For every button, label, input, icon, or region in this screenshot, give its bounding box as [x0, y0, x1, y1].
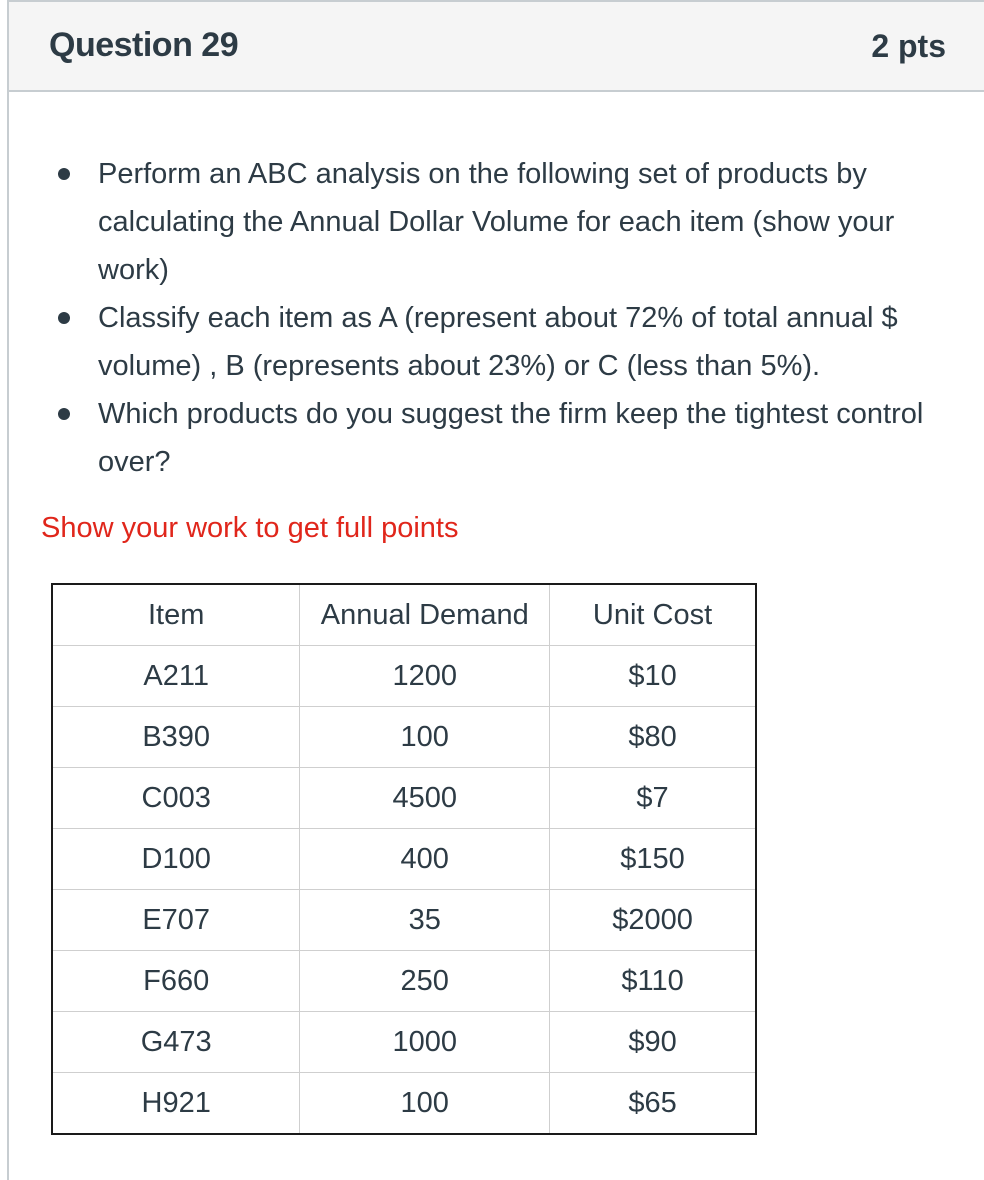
instruction-bullet: [50, 390, 950, 486]
table-header-row: [52, 584, 756, 646]
column-header-item: Item: [52, 584, 300, 646]
cell-unit-cost: $110: [550, 951, 756, 1012]
cell-unit-cost: $2000: [550, 890, 756, 951]
cell-annual-demand: 35: [300, 890, 550, 951]
cell-annual-demand: 250: [300, 951, 550, 1012]
bullet-icon: [58, 312, 70, 324]
bullet-icon: [58, 168, 70, 180]
cell-unit-cost: $80: [550, 707, 756, 768]
table-row: [52, 951, 756, 1012]
bullet-text: Which products do you suggest the firm keep the tightest control over?: [98, 398, 924, 478]
cell-unit-cost: $150: [550, 829, 756, 890]
instruction-bullet: [50, 294, 950, 390]
table-row: [52, 1012, 756, 1073]
cell-unit-cost: $10: [550, 646, 756, 707]
cell-annual-demand: 100: [300, 707, 550, 768]
instruction-bullet: [50, 150, 950, 294]
table-row: [52, 890, 756, 951]
products-table: [51, 583, 757, 1135]
bullet-text: Perform an ABC analysis on the following set of products by calculating the Annual Dollar Volume for each item (show your work): [98, 158, 895, 286]
cell-item: H921: [52, 1073, 300, 1135]
question-header: [9, 2, 984, 92]
bullet-text: Classify each item as A (represent about 72% of total annual $ volume) , B (represents about 23%) or C (less than 5%).: [98, 302, 898, 382]
instruction-list: [50, 150, 950, 486]
cell-unit-cost: $90: [550, 1012, 756, 1073]
table-row: [52, 1073, 756, 1135]
column-header-annual-demand: Annual Demand: [300, 584, 550, 646]
table-row: [52, 768, 756, 829]
cell-annual-demand: 1000: [300, 1012, 550, 1073]
column-header-unit-cost: Unit Cost: [550, 584, 756, 646]
cell-item: F660: [52, 951, 300, 1012]
table-row: [52, 646, 756, 707]
question-title: Question 29: [49, 26, 239, 64]
cell-item: B390: [52, 707, 300, 768]
cell-item: C003: [52, 768, 300, 829]
cell-annual-demand: 400: [300, 829, 550, 890]
table-row: [52, 829, 756, 890]
cell-unit-cost: $7: [550, 768, 756, 829]
show-work-note: Show your work to get full points: [41, 512, 459, 544]
cell-annual-demand: 1200: [300, 646, 550, 707]
cell-item: A211: [52, 646, 300, 707]
table-row: [52, 707, 756, 768]
bullet-icon: [58, 408, 70, 420]
cell-item: D100: [52, 829, 300, 890]
cell-item: G473: [52, 1012, 300, 1073]
cell-unit-cost: $65: [550, 1073, 756, 1135]
cell-item: E707: [52, 890, 300, 951]
cell-annual-demand: 4500: [300, 768, 550, 829]
question-points: 2 pts: [871, 28, 946, 64]
cell-annual-demand: 100: [300, 1073, 550, 1135]
